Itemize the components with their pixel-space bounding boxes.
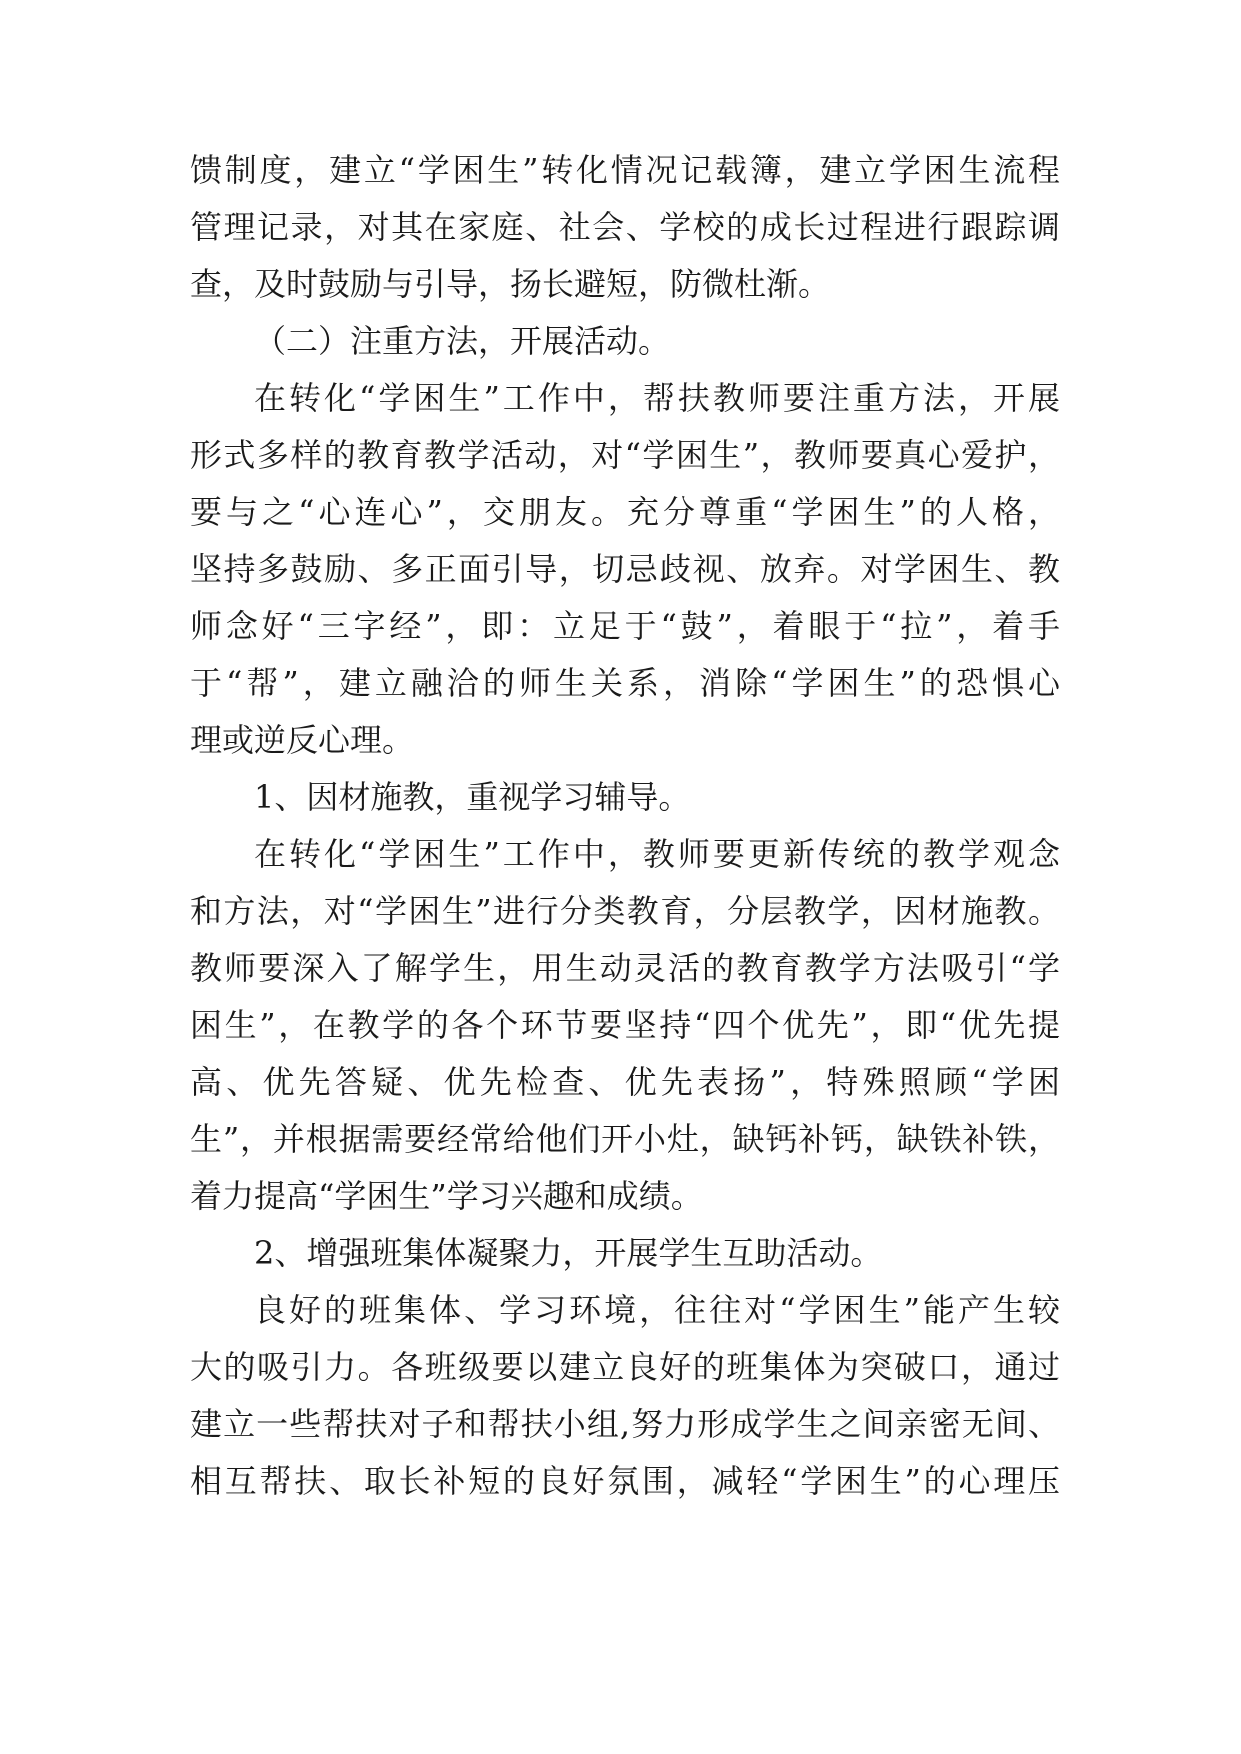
body-text-line: 查，及时鼓励与引导，扬长避短，防微杜渐。 [190,265,831,303]
body-text-line: 在转化“学困生”工作中，教师要更新传统的教学观念 [254,835,1060,873]
subsection-heading: 1、因材施教，重视学习辅导。 [254,778,691,816]
body-text-line: 教师要深入了解学生，用生动灵活的教育教学方法吸引“学 [190,949,1060,987]
body-text-line: 师念好“三字经”，即：立足于“鼓”，着眼于“拉”，着手 [190,607,1060,645]
body-text-line: 良好的班集体、学习环境，往往对“学困生”能产生较 [254,1291,1060,1329]
body-text-line: 相互帮扶、取长补短的良好氛围，减轻“学困生”的心理压 [190,1462,1060,1500]
body-text-line: 形式多样的教育教学活动，对“学困生”，教师要真心爱护， [190,436,1060,474]
body-text-line: 着力提高“学困生”学习兴趣和成绩。 [190,1177,703,1215]
body-text-line: 生”，并根据需要经常给他们开小灶，缺钙补钙，缺铁补铁， [190,1120,1060,1158]
section-heading: （二）注重方法，开展活动。 [254,322,671,360]
body-text-line: 在转化“学困生”工作中，帮扶教师要注重方法，开展 [254,379,1060,417]
body-text-line: 理或逆反心理。 [190,721,415,759]
body-text-line: 建立一些帮扶对子和帮扶小组,努力形成学生之间亲密无间、 [190,1405,1060,1443]
body-text-line: 高、优先答疑、优先检查、优先表扬”，特殊照顾“学困 [190,1063,1060,1101]
body-text-line: 馈制度，建立“学困生”转化情况记载簿，建立学困生流程 [190,151,1060,189]
body-text-line: 困生”，在教学的各个环节要坚持“四个优先”，即“优先提 [190,1006,1060,1044]
subsection-heading: 2、增强班集体凝聚力，开展学生互助活动。 [254,1234,883,1272]
body-text-line: 管理记录，对其在家庭、社会、学校的成长过程进行跟踪调 [190,208,1060,246]
body-text-line: 坚持多鼓励、多正面引导，切忌歧视、放弃。对学困生、教 [190,550,1060,588]
body-text-line: 于“帮”，建立融洽的师生关系，消除“学困生”的恐惧心 [190,664,1060,702]
body-text-line: 和方法，对“学困生”进行分类教育，分层教学，因材施教。 [190,892,1060,930]
body-text-line: 大的吸引力。各班级要以建立良好的班集体为突破口，通过 [190,1348,1060,1386]
body-text-line: 要与之“心连心”，交朋友。充分尊重“学困生”的人格， [190,493,1060,531]
